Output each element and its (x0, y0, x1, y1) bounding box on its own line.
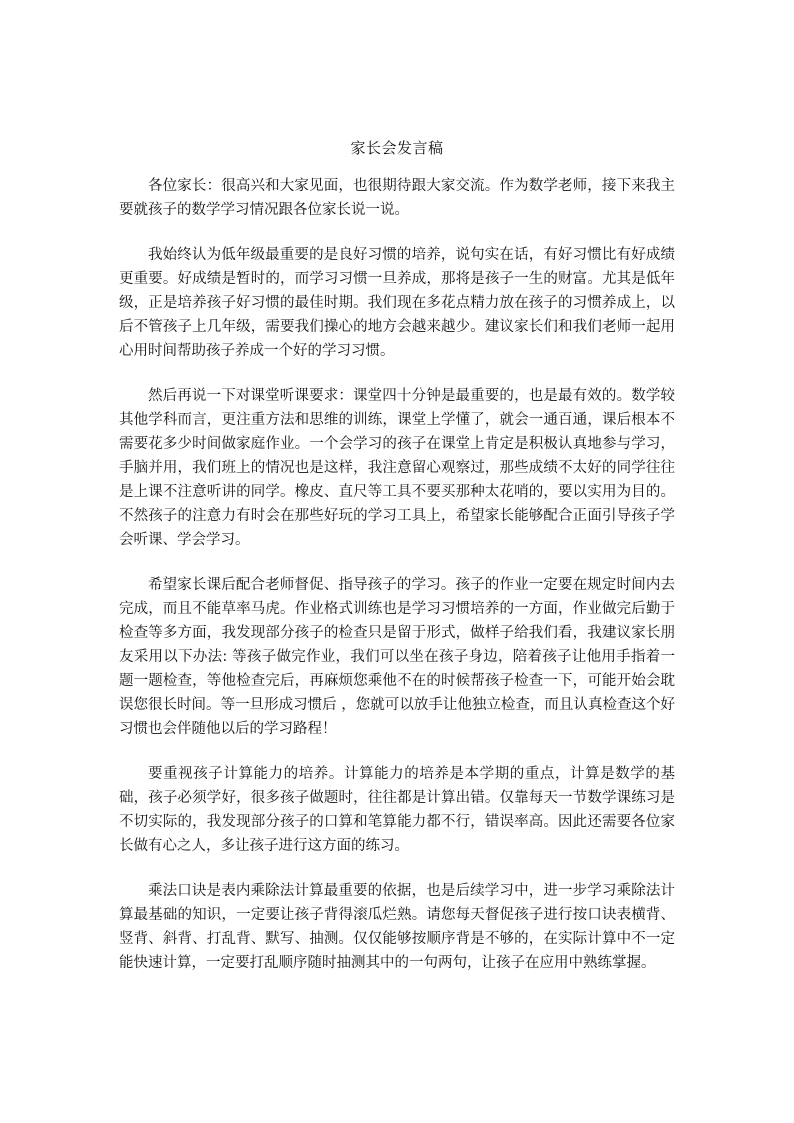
document-title: 家长会发言稿 (350, 139, 444, 157)
paragraph-calculation: 要重视孩子计算能力的培养。计算能力的培养是本学期的重点，计算是数学的基础，孩子必须学好，很多孩子做题时，往往都是计算出错。仅靠每天一节数学课练习是不切实际的，我发现部分孩子的口算和笔算能力都不行，错误率高。因此还需要各位家长做有心之人，多让孩子进行这方面的练习。 (119, 766, 675, 854)
paragraph-classroom: 然后再说一下对课堂听课要求：课堂四十分钟是最重要的，也是最有效的。数学较其他学科而言，更注重方法和思维的训练，课堂上学懂了，就会一通百通，课后根本不需要花多少时间做家庭作业。一个会学习的孩子在课堂上肯定是积极认真地参与学习，手脑并用，我们班上的情况也是这样，我注意留心观察过，那些成绩不太好的同学往往是上课不注意听讲的同学。橡皮、直尺等工具不要买那种太花哨的，要以实用为目的。不然孩子的注意力有时会在那些好玩的学习工具上，希望家长能够配合正面引导孩子学会听课、学会学习。 (119, 388, 675, 548)
paragraph-habits: 我始终认为低年级最重要的是良好习惯的培养，说句实在话，有好习惯比有好成绩更重要。好成绩是暂时的，而学习习惯一旦养成，那将是孩子一生的财富。尤其是低年级，正是培养孩子好习惯的最佳时期。我们现在多花点精力放在孩子的习惯养成上，以后不管孩子上几年级，需要我们操心的地方会越来越少。建议家长们和我们老师一起用心用时间帮助孩子养成一个好的学习习惯。 (119, 247, 675, 359)
paragraph-homework: 希望家长课后配合老师督促、指导孩子的学习。孩子的作业一定要在规定时间内去完成，而且不能草率马虎。作业格式训练也是学习习惯培养的一方面，作业做完后勤于检查等多方面，我发现部分孩子的检查只是留于形式，做样子给我们看，我建议家长朋友采用以下办法: 等孩子做完作业，我们可以坐在孩子身边，陪着孩子让他用手指着一题一题检查，等他检查完后，再麻烦您乘他不在的时候帮孩子检查一下，可能开始会耽误您很长时间。等一旦形成习惯后 ，您就可以放手让他独立检查，而且认真检查这个好习惯也会伴随他以后的学习路程！ (119, 577, 675, 737)
paragraph-greeting: 各位家长：很高兴和大家见面，也很期待跟大家交流。作为数学老师，接下来我主要就孩子的数学学习情况跟各位家长说一说。 (119, 178, 675, 218)
document-page (119, 138, 675, 996)
paragraph-multiplication-table: 乘法口诀是表内乘除法计算最重要的依据，也是后续学习中，进一步学习乘除法计算最基础的知识，一定要让孩子背得滚瓜烂熟。请您每天督促孩子进行按口诀表横背、竖背、斜背、打乱背、默写、抽测。仅仅能够按顺序背是不够的，在实际计算中不一定能快速计算，一定要打乱顺序随时抽测其中的一句两句，让孩子在应用中熟练掌握。 (119, 883, 675, 971)
